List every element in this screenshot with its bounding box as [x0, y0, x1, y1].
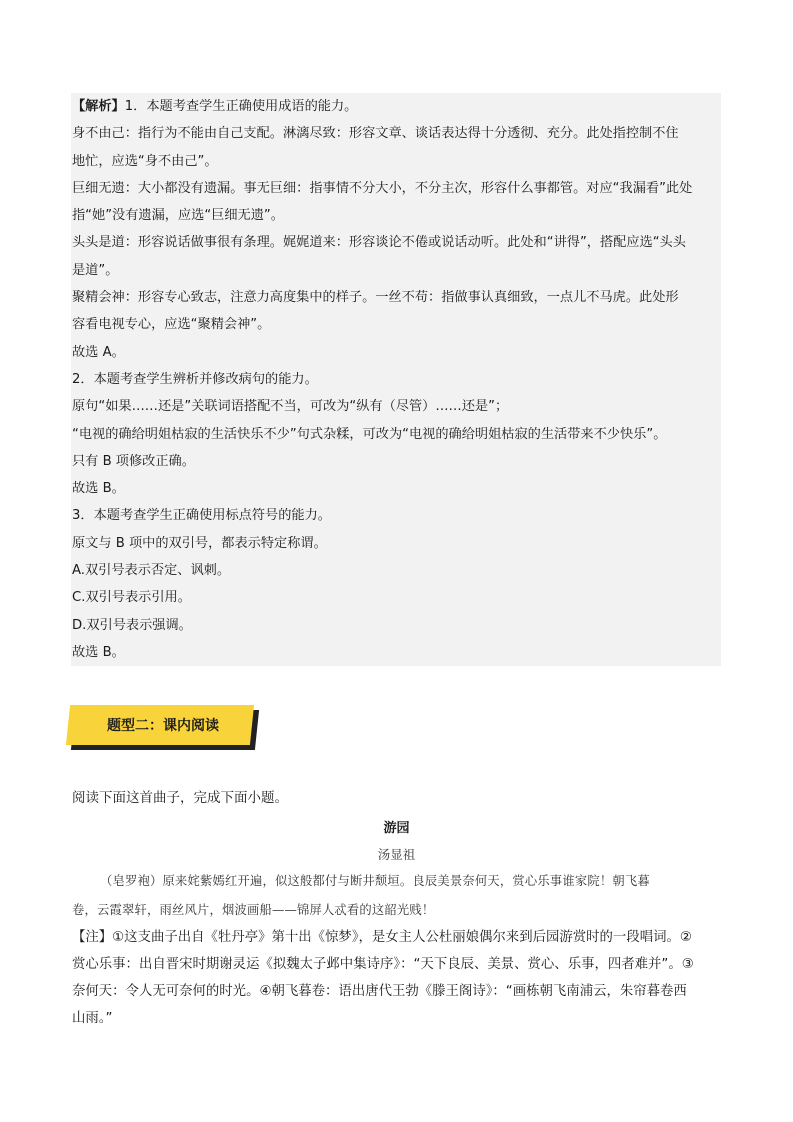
note-line: 奈何天：令人无可奈何的时光。④朝飞暮卷：语出唐代王勃《滕王阁诗》：“画栋朝飞南浦云，朱帘暮卷西 — [72, 984, 687, 999]
analysis-line — [71, 257, 721, 284]
analysis-text: 是道”。 — [72, 262, 119, 278]
analysis-text: 巨细无遗：大小都没有遗漏。事无巨细：指事情不分大小，不分主次，形容什么事都管。对应“我漏看”此处 — [72, 180, 693, 196]
analysis-text: 故选 B。 — [72, 644, 125, 660]
analysis-line — [71, 284, 721, 311]
analysis-line — [71, 530, 721, 557]
analysis-text: 身不由己：指行为不能由自己支配。淋漓尽致：形容文章、谈话表达得十分透彻、充分。此处指控制不住 — [72, 126, 679, 142]
poem-author: 汤显祖 — [377, 847, 416, 862]
analysis-line — [71, 93, 721, 120]
analysis-text: “电视的确给明姐枯寂的生活快乐不少”句式杂糅，可改为“电视的确给明姐枯寂的生活带来不少快乐”。 — [72, 426, 667, 442]
note-line: 【注】①这支曲子出自《牡丹亭》第十出《惊梦》，是女主人公杜丽娘偶尔来到后园游赏时的一段唱词。② — [72, 930, 692, 945]
analysis-line — [71, 612, 721, 639]
analysis-line — [71, 229, 721, 256]
analysis-text: 指“她”没有遗漏，应选“巨细无遗”。 — [72, 208, 284, 224]
analysis-text: 容看电视专心，应选“聚精会神”。 — [72, 317, 271, 333]
analysis-text: C.双引号表示引用。 — [72, 590, 191, 606]
section-banner — [68, 705, 258, 751]
analysis-text: 故选 A。 — [72, 344, 125, 360]
poem-title: 游园 — [383, 821, 410, 836]
analysis-text: 只有 B 项修改正确。 — [72, 453, 195, 469]
poem-line: （皂罗袍）原来姹紫嫣红开遍，似这般都付与断井颓垣。良辰美景奈何天，赏心乐事谁家院！朝飞暮 — [100, 874, 650, 888]
analysis-line — [71, 311, 721, 338]
analysis-line — [71, 202, 721, 229]
analysis-line — [71, 339, 721, 366]
analysis-text: 2．本题考查学生辨析并修改病句的能力。 — [72, 371, 318, 387]
analysis-block — [71, 93, 721, 666]
analysis-line — [71, 502, 721, 529]
analysis-line — [71, 421, 721, 448]
analysis-text: 原文与 B 项中的双引号，都表示特定称谓。 — [72, 535, 327, 551]
analysis-line — [71, 639, 721, 666]
analysis-text: 头头是道：形容说话做事很有条理。娓娓道来：形容谈论不倦或说话动听。此处和“讲得”，搭配应选“头头 — [72, 235, 686, 251]
poem-line: 卷，云霞翠轩，雨丝风片，烟波画船——锦屏人忒看的这韶光贱！ — [72, 903, 435, 917]
analysis-line — [71, 448, 721, 475]
analysis-text: A.双引号表示否定、讽刺。 — [72, 563, 231, 579]
analysis-text: 聚精会神：形容专心致志，注意力高度集中的样子。一丝不苟：指做事认真细致，一点儿不马虎。此处形 — [72, 290, 679, 306]
analysis-tag: 【解析】 — [72, 99, 125, 114]
analysis-line — [71, 475, 721, 502]
analysis-line — [71, 393, 721, 420]
note-line: 山雨。” — [72, 1011, 113, 1026]
analysis-text: 故选 B。 — [72, 481, 125, 497]
analysis-text: 1．本题考查学生正确使用成语的能力。 — [124, 99, 358, 114]
analysis-line — [71, 120, 721, 147]
section-title: 题型二：课内阅读 — [107, 718, 219, 734]
analysis-text: 地忙，应选“身不由己”。 — [72, 153, 218, 169]
reading-instruction: 阅读下面这首曲子，完成下面小题。 — [72, 790, 288, 806]
analysis-line — [71, 175, 721, 202]
analysis-line — [71, 148, 721, 175]
analysis-text: D.双引号表示强调。 — [72, 617, 192, 633]
analysis-line — [71, 366, 721, 393]
analysis-line — [71, 557, 721, 584]
analysis-line — [71, 584, 721, 611]
note-line: 赏心乐事：出自晋宋时期谢灵运《拟魏太子邺中集诗序》：“天下良辰、美景、赏心、乐事，四者难并”。③ — [72, 957, 694, 972]
analysis-text: 3．本题考查学生正确使用标点符号的能力。 — [72, 508, 331, 524]
analysis-text: 原句“如果……还是”关联词语搭配不当，可改为“纵有（尽管）……还是”； — [72, 399, 509, 415]
